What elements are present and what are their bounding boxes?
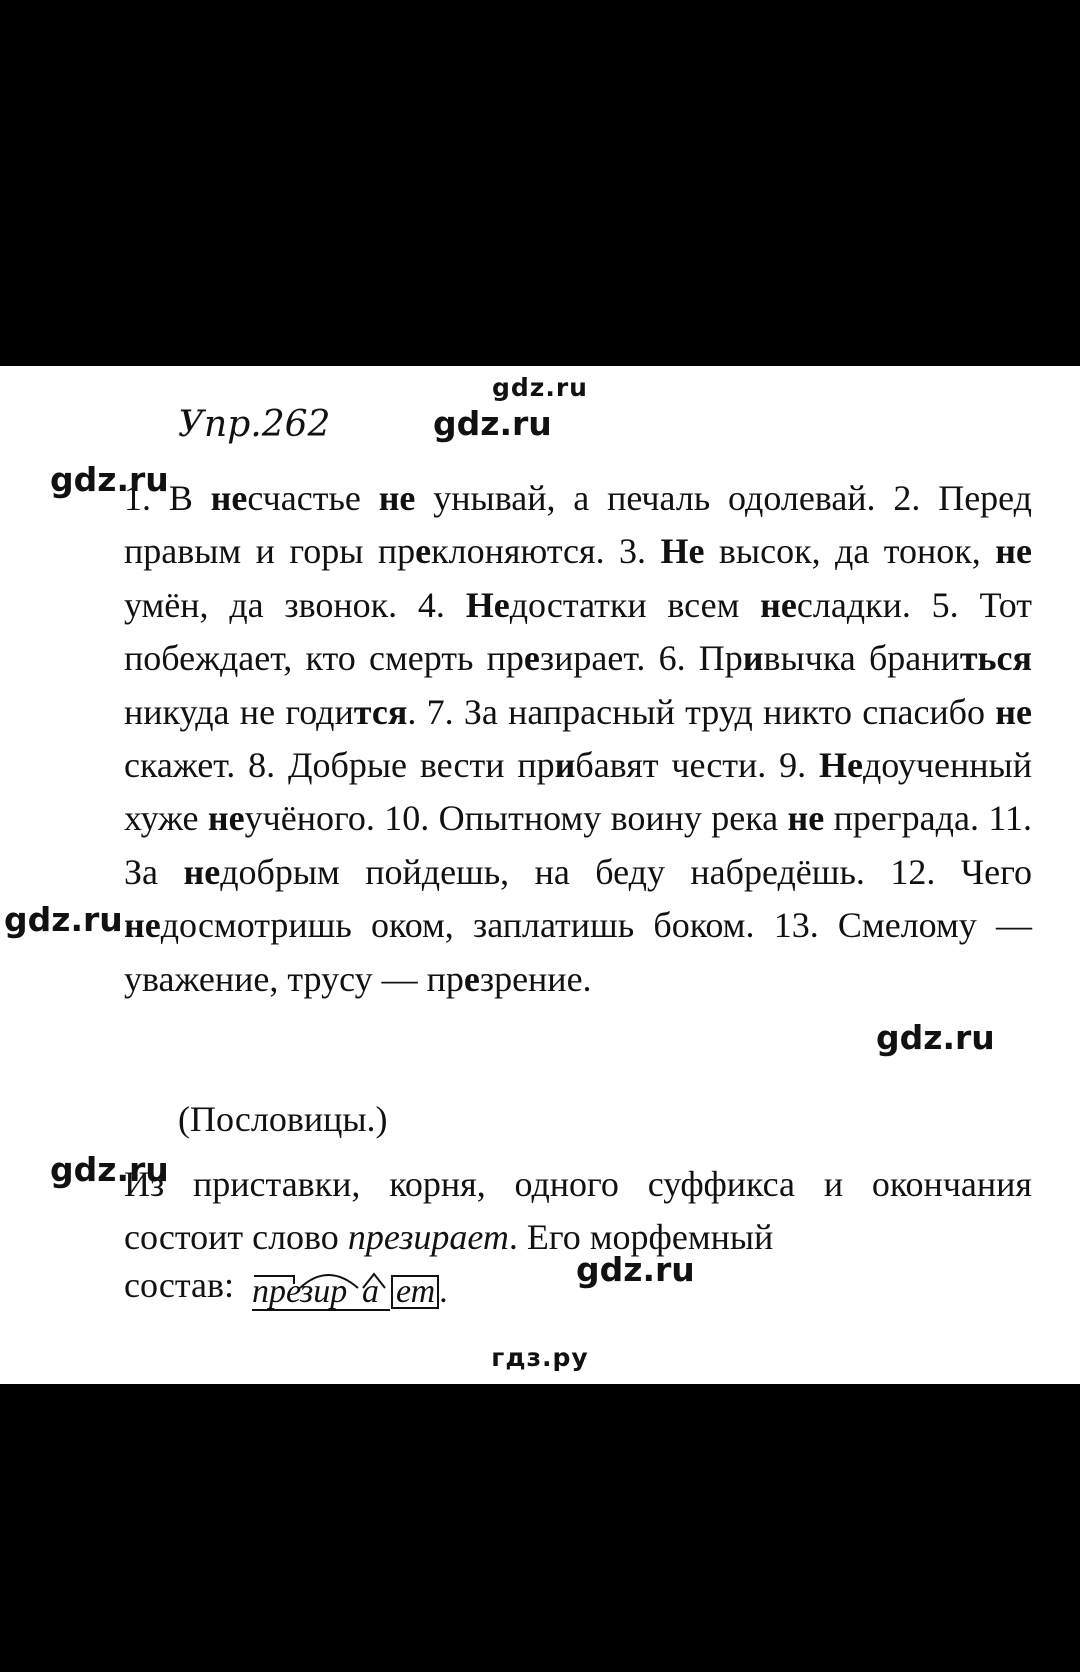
highlighted-letters: Не — [465, 584, 510, 625]
watermark-title-side: gdz.ru — [433, 404, 552, 443]
note-text-before: Из приставки, корня, одного суффикса и окончания состоит слово — [124, 1164, 1032, 1258]
text-segment: достатки всем — [509, 584, 761, 625]
text-segment: счастье — [247, 478, 379, 518]
text-segment: доученный хуже — [124, 745, 1032, 839]
text-segment: скажет. 8. Добрые вести пр — [124, 745, 555, 786]
highlighted-letters: Не — [819, 745, 863, 786]
highlighted-letters: и — [554, 745, 576, 786]
morph-suffix: а — [362, 1273, 379, 1310]
watermark-right-2: gdz.ru — [576, 1250, 695, 1289]
highlighted-letters: не — [760, 584, 797, 625]
text-segment: сладки. 5. Тот побеждает, кто смерть пр — [124, 584, 1032, 679]
text-segment: учёного. 10. Опытному воину река — [244, 798, 788, 839]
highlighted-letters: не — [787, 798, 825, 839]
text-segment: умён, да звонок. 4. — [124, 584, 466, 625]
text-segment: высок, да тонок, — [704, 531, 996, 572]
highlighted-letters: не — [124, 905, 161, 946]
note-text-after: . Его морфемный — [508, 1217, 774, 1258]
proverbs-text — [124, 472, 1032, 1006]
source-note: (Пословицы.) — [178, 1099, 388, 1139]
watermark-right-1: gdz.ru — [876, 1018, 995, 1057]
text-segment: зирает. 6. Пр — [539, 638, 743, 679]
note-word: презирает — [347, 1217, 509, 1258]
highlighted-letters: не — [210, 478, 248, 518]
highlighted-letters: ться — [959, 638, 1032, 679]
text-segment: 1. В — [124, 478, 211, 518]
text-segment: зрение. — [479, 958, 592, 999]
highlighted-letters: не — [995, 691, 1033, 732]
morpheme-diagram — [250, 1264, 480, 1314]
watermark-left-2: gdz.ru — [4, 900, 123, 939]
text-segment: . 7. За напрасный труд никто спасибо — [407, 691, 996, 732]
watermark-left-1: gdz.ru — [50, 460, 169, 499]
text-segment: бавят чести. 9. — [575, 745, 819, 786]
text-segment: досмотришь оком, заплатишь боком. 13. Смелому — уважение, трусу — пр — [124, 905, 1032, 999]
morpheme-analysis — [124, 1264, 449, 1310]
text-segment: вычка брани — [763, 638, 960, 679]
text-segment: преграда. 11. За — [124, 798, 1033, 892]
highlighted-letters: е — [415, 531, 432, 572]
morph-root: зир — [300, 1273, 348, 1310]
text-segment: никуда не годи — [124, 691, 354, 732]
watermark-left-3: gdz.ru — [50, 1150, 169, 1189]
highlighted-letters: е — [523, 638, 540, 679]
highlighted-letters: тся — [353, 691, 408, 732]
highlighted-letters: не — [207, 798, 245, 839]
morph-prefix: пре — [252, 1273, 302, 1310]
text-segment: клоняются. 3. — [431, 531, 661, 572]
exercise-title: Упр.262 — [178, 404, 331, 445]
morph-end-dot: . — [440, 1273, 449, 1310]
highlighted-letters: Не — [660, 531, 705, 572]
watermark-top: gdz.ru — [492, 373, 588, 402]
text-segment: унывай, а печаль одолевай. 2. Перед правым и горы пр — [124, 478, 1033, 572]
highlighted-letters: не — [183, 851, 221, 892]
morph-label: состав: — [124, 1265, 235, 1305]
highlighted-letters: не — [995, 531, 1032, 572]
watermark-bottom: гдз.ру — [491, 1343, 589, 1372]
highlighted-letters: не — [378, 478, 416, 518]
textbook-page — [0, 366, 1080, 1384]
morpheme-note — [124, 1158, 1032, 1265]
text-segment: добрым пойдешь, на беду набредёшь. 12. Чего — [220, 851, 1033, 892]
highlighted-letters: е — [463, 958, 480, 999]
morph-ending: ет — [396, 1273, 436, 1310]
highlighted-letters: и — [742, 638, 764, 679]
